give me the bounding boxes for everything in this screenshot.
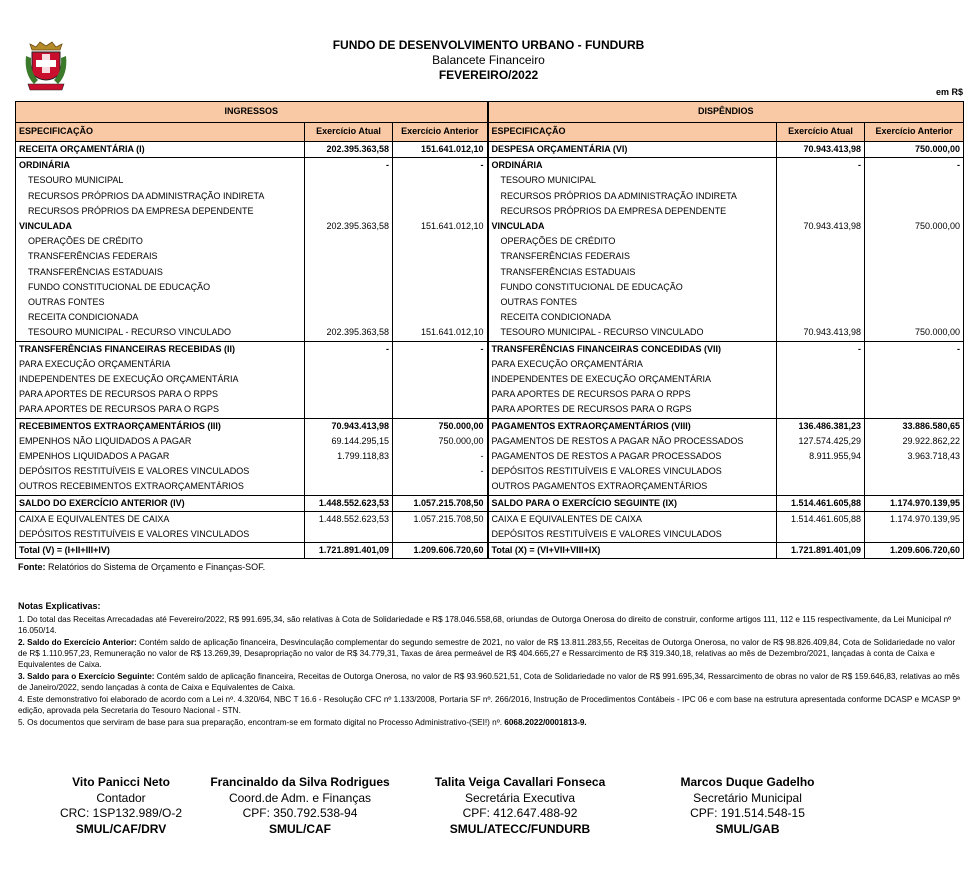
row-label-right: PAGAMENTOS DE RESTOS A PAGAR NÃO PROCESSADOS: [488, 434, 777, 449]
row-label-right: TESOURO MUNICIPAL - RECURSO VINCULADO: [488, 325, 777, 341]
value-anterior-right: [865, 527, 964, 543]
value-atual-right: [777, 173, 865, 188]
signatory-name: Vito Panicci Neto: [72, 775, 170, 789]
table-row: [16, 495, 964, 511]
col-especificacao-left: ESPECIFICAÇÃO: [16, 123, 305, 142]
value-anterior-right: [865, 479, 964, 495]
col-anterior-left: Exercício Anterior: [393, 123, 488, 142]
value-atual-right: [777, 204, 865, 219]
col-especificacao-right: ESPECIFICAÇÃO: [488, 123, 777, 142]
value-anterior-left: 151.641.012,10: [393, 219, 488, 234]
value-anterior-right: 750.000,00: [865, 325, 964, 341]
source-note: [18, 562, 265, 572]
signature-coordenador: [205, 775, 395, 837]
table-row: [16, 158, 964, 174]
value-anterior-left: 1.057.215.708,50: [393, 495, 488, 511]
table-row: [16, 265, 964, 280]
signatory-org: SMUL/CAF/DRV: [75, 821, 167, 836]
row-label-left: TESOURO MUNICIPAL - RECURSO VINCULADO: [16, 325, 305, 341]
value-anterior-left: [393, 295, 488, 310]
row-label-left: EMPENHOS LIQUIDADOS A PAGAR: [16, 449, 305, 464]
value-atual-right: 70.943.413,98: [777, 142, 865, 158]
value-atual-left: [305, 402, 393, 418]
row-label-left: FUNDO CONSTITUCIONAL DE EDUCAÇÃO: [16, 280, 305, 295]
value-atual-left: [305, 234, 393, 249]
signatory-role: Coord.de Adm. e Finanças: [228, 790, 372, 805]
table-row: [16, 310, 964, 325]
row-label-left: DEPÓSITOS RESTITUÍVEIS E VALORES VINCULADOS: [16, 527, 305, 543]
note-4: 4. Este demonstrativo foi elaborado de acordo com a Lei nº. 4.320/64, NBC T 16.6 - Resolução CFC nº 1.133/2008, Portaria SF nº. 266/2016, Instrução de Procedimentos Contábeis - IPC 06 e com base na estrutura apresentada conforme DCASP e MCASP 9ª edição, aprovada pela Secretaria do Tesouro Nacional - STN.: [18, 695, 961, 715]
value-atual-right: 1.514.461.605,88: [777, 495, 865, 511]
value-atual-left: [305, 204, 393, 219]
row-label-left: TRANSFERÊNCIAS ESTADUAIS: [16, 265, 305, 280]
value-atual-left: [305, 280, 393, 295]
report-period: FEVEREIRO/2022: [438, 68, 539, 82]
value-anterior-right: [865, 249, 964, 264]
row-label-right: OUTROS PAGAMENTOS EXTRAORÇAMENTÁRIOS: [488, 479, 777, 495]
value-anterior-right: [865, 357, 964, 372]
value-atual-left: -: [305, 341, 393, 357]
table-row: [16, 543, 964, 559]
notes-title: Notas Explicativas:: [18, 601, 101, 611]
value-anterior-left: 151.641.012,10: [393, 325, 488, 341]
value-atual-left: 1.448.552.623,53: [305, 511, 393, 527]
signatory-org: SMUL/CAF: [269, 821, 331, 836]
value-anterior-left: 750.000,00: [393, 418, 488, 434]
row-label-left: RECURSOS PRÓPRIOS DA EMPRESA DEPENDENTE: [16, 204, 305, 219]
value-atual-right: [777, 189, 865, 204]
value-atual-left: [305, 189, 393, 204]
note-2: [18, 637, 964, 670]
value-atual-left: 202.395.363,58: [305, 325, 393, 341]
signatory-role: Secretário Municipal: [693, 790, 802, 805]
value-anterior-left: -: [393, 464, 488, 479]
signatory-role: Secretária Executiva: [464, 790, 576, 805]
row-label-left: TRANSFERÊNCIAS FINANCEIRAS RECEBIDAS (II): [16, 341, 305, 357]
value-atual-right: [777, 527, 865, 543]
row-label-left: RECEBIMENTOS EXTRAORÇAMENTÁRIOS (III): [16, 418, 305, 434]
row-label-right: CAIXA E EQUIVALENTES DE CAIXA: [488, 511, 777, 527]
value-atual-left: 70.943.413,98: [305, 418, 393, 434]
value-anterior-left: [393, 402, 488, 418]
table-row: [16, 511, 964, 527]
value-atual-right: 70.943.413,98: [777, 219, 865, 234]
value-atual-right: [777, 234, 865, 249]
row-label-left: TRANSFERÊNCIAS FEDERAIS: [16, 249, 305, 264]
value-atual-right: 8.911.955,94: [777, 449, 865, 464]
value-atual-left: [305, 310, 393, 325]
signatory-org: SMUL/ATECC/FUNDURB: [449, 821, 591, 836]
value-atual-right: [777, 265, 865, 280]
value-anterior-left: [393, 479, 488, 495]
report-subtitle: Balancete Financeiro: [432, 53, 545, 67]
table-row: [16, 234, 964, 249]
value-atual-left: 202.395.363,58: [305, 142, 393, 158]
value-anterior-right: [865, 310, 964, 325]
signatory-role: Contador: [96, 790, 146, 805]
value-atual-left: [305, 464, 393, 479]
value-anterior-right: [865, 464, 964, 479]
ingressos-header: INGRESSOS: [16, 102, 488, 123]
value-atual-left: [305, 387, 393, 402]
row-label-left: OUTROS RECEBIMENTOS EXTRAORÇAMENTÁRIOS: [16, 479, 305, 495]
row-label-right: Total (X) = (VI+VII+VIII+IX): [488, 543, 777, 559]
dispendios-header: DISPÊNDIOS: [488, 102, 964, 123]
row-label-right: OUTRAS FONTES: [488, 295, 777, 310]
value-anterior-left: [393, 280, 488, 295]
row-label-left: OPERAÇÕES DE CRÉDITO: [16, 234, 305, 249]
table-row: [16, 402, 964, 418]
value-atual-right: [777, 464, 865, 479]
note-2-text: Contém saldo de aplicação financeira, Desvinculação complementar do segundo semestre de 2021, no valor de R$ 13.811.283,55, Receitas de Outorga Onerosa, no valor de R$ 98.826.409,84, Cota de Solidariedade no valor de R$ 1.110.957,23, Remuneração no valor de R$ 13.269,39, Desapropriação no valor de R$ 34.779,31, Taxas de área permeável de R$ 404.665,27 e Ressarcimento de R$ 319.340,18, relativas ao mês de Dezembro/2021, lançadas à conta de Caixa e Equivalentes de Caixa.: [18, 638, 956, 669]
row-label-right: PARA EXECUÇÃO ORÇAMENTÁRIA: [488, 357, 777, 372]
value-anterior-left: [393, 249, 488, 264]
row-label-right: FUNDO CONSTITUCIONAL DE EDUCAÇÃO: [488, 280, 777, 295]
value-atual-right: [777, 402, 865, 418]
value-anterior-left: [393, 265, 488, 280]
row-label-right: RECURSOS PRÓPRIOS DA EMPRESA DEPENDENTE: [488, 204, 777, 219]
value-anterior-left: [393, 527, 488, 543]
value-atual-right: [777, 295, 865, 310]
value-atual-right: [777, 372, 865, 387]
value-anterior-left: 1.209.606.720,60: [393, 543, 488, 559]
signatory-name: Talita Veiga Cavallari Fonseca: [434, 775, 606, 789]
note-3-text: Contém saldo de aplicação financeira, Receitas de Outorga Onerosa, no valor de R$ 93.960.521,51, Cota de Solidariedade no valor de R$ 991.695,34, Ressarcimento de obras no valor de R$ 159.646,83, relativas ao mês de Janeiro/2022, sendo lançadas à conta de Caixa e Equivalentes de Caixa.: [18, 672, 960, 692]
value-atual-right: [777, 357, 865, 372]
value-anterior-left: -: [393, 449, 488, 464]
row-label-left: ORDINÁRIA: [16, 158, 305, 174]
value-atual-left: [305, 295, 393, 310]
table-row: [16, 387, 964, 402]
signature-secretaria-executiva: [425, 775, 615, 837]
currency-unit: em R$: [935, 87, 963, 97]
value-anterior-left: -: [393, 341, 488, 357]
row-label-left: VINCULADA: [16, 219, 305, 234]
value-atual-left: [305, 265, 393, 280]
row-label-left: INDEPENDENTES DE EXECUÇÃO ORÇAMENTÁRIA: [16, 372, 305, 387]
table-row: [16, 372, 964, 387]
table-row: [16, 357, 964, 372]
row-label-right: SALDO PARA O EXERCÍCIO SEGUINTE (IX): [488, 495, 777, 511]
signatory-doc: CPF: 191.514.548-15: [690, 806, 805, 820]
row-label-left: PARA EXECUÇÃO ORÇAMENTÁRIA: [16, 357, 305, 372]
note-5: [18, 717, 964, 728]
value-atual-left: -: [305, 158, 393, 174]
value-anterior-right: [865, 402, 964, 418]
value-anterior-left: [393, 234, 488, 249]
explanatory-notes: [18, 601, 964, 729]
row-label-right: VINCULADA: [488, 219, 777, 234]
row-label-left: DEPÓSITOS RESTITUÍVEIS E VALORES VINCULADOS: [16, 464, 305, 479]
row-label-right: TRANSFERÊNCIAS ESTADUAIS: [488, 265, 777, 280]
value-anterior-right: 29.922.862,22: [865, 434, 964, 449]
value-atual-left: [305, 527, 393, 543]
value-atual-left: [305, 173, 393, 188]
row-label-right: TRANSFERÊNCIAS FEDERAIS: [488, 249, 777, 264]
value-atual-left: 69.144.295,15: [305, 434, 393, 449]
table-row: [16, 280, 964, 295]
row-label-left: TESOURO MUNICIPAL: [16, 173, 305, 188]
source-text: Relatórios do Sistema de Orçamento e Finanças-SOF.: [45, 562, 266, 572]
row-label-right: INDEPENDENTES DE EXECUÇÃO ORÇAMENTÁRIA: [488, 372, 777, 387]
value-anterior-right: [865, 295, 964, 310]
source-label: Fonte:: [18, 562, 46, 572]
row-label-right: TESOURO MUNICIPAL: [488, 173, 777, 188]
table-row: [16, 173, 964, 188]
value-anterior-right: 3.963.718,43: [865, 449, 964, 464]
row-label-right: TRANSFERÊNCIAS FINANCEIRAS CONCEDIDAS (VII): [488, 341, 777, 357]
signature-secretario-municipal: [660, 775, 835, 837]
value-anterior-right: 1.209.606.720,60: [865, 543, 964, 559]
value-atual-left: 1.448.552.623,53: [305, 495, 393, 511]
value-anterior-left: 151.641.012,10: [393, 142, 488, 158]
value-atual-left: [305, 479, 393, 495]
table-row: [16, 527, 964, 543]
value-anterior-right: 1.174.970.139,95: [865, 511, 964, 527]
col-atual-right: Exercício Atual: [777, 123, 865, 142]
value-atual-right: 70.943.413,98: [777, 325, 865, 341]
signatory-doc: CPF: 350.792.538-94: [242, 806, 358, 820]
table-row: [16, 479, 964, 495]
value-anterior-left: [393, 372, 488, 387]
value-anterior-right: [865, 372, 964, 387]
value-anterior-left: [393, 310, 488, 325]
row-label-right: OPERAÇÕES DE CRÉDITO: [488, 234, 777, 249]
value-anterior-left: 1.057.215.708,50: [393, 511, 488, 527]
row-label-left: Total (V) = (I+II+III+IV): [16, 543, 305, 559]
value-anterior-left: -: [393, 158, 488, 174]
value-anterior-right: 750.000,00: [865, 219, 964, 234]
value-atual-right: 1.721.891.401,09: [777, 543, 865, 559]
row-label-right: DEPÓSITOS RESTITUÍVEIS E VALORES VINCULADOS: [488, 527, 777, 543]
column-header-row: [16, 123, 964, 142]
table-row: [16, 204, 964, 219]
row-label-right: RECURSOS PRÓPRIOS DA ADMINISTRAÇÃO INDIRETA: [488, 189, 777, 204]
value-atual-right: -: [777, 158, 865, 174]
row-label-left: SALDO DO EXERCÍCIO ANTERIOR (IV): [16, 495, 305, 511]
table-row: [16, 464, 964, 479]
signatory-name: Marcos Duque Gadelho: [680, 775, 815, 789]
note-5-process: 6068.2022/0001813-9.: [502, 718, 587, 727]
row-label-left: EMPENHOS NÃO LIQUIDADOS A PAGAR: [16, 434, 305, 449]
value-anterior-left: 750.000,00: [393, 434, 488, 449]
note-3-label: 3. Saldo para o Exercício Seguinte:: [18, 672, 155, 681]
value-atual-right: [777, 310, 865, 325]
row-label-left: CAIXA E EQUIVALENTES DE CAIXA: [16, 511, 305, 527]
table-row: [16, 142, 964, 158]
row-label-right: RECEITA CONDICIONADA: [488, 310, 777, 325]
row-label-left: PARA APORTES DE RECURSOS PARA O RGPS: [16, 402, 305, 418]
value-atual-right: 1.514.461.605,88: [777, 511, 865, 527]
value-anterior-right: -: [865, 158, 964, 174]
value-anterior-left: [393, 204, 488, 219]
row-label-right: PAGAMENTOS EXTRAORÇAMENTÁRIOS (VIII): [488, 418, 777, 434]
value-atual-right: [777, 387, 865, 402]
row-label-right: PARA APORTES DE RECURSOS PARA O RPPS: [488, 387, 777, 402]
note-2-label: 2. Saldo do Exercício Anterior:: [18, 638, 137, 647]
row-label-right: PAGAMENTOS DE RESTOS A PAGAR PROCESSADOS: [488, 449, 777, 464]
table-row: [16, 325, 964, 341]
value-anterior-left: [393, 189, 488, 204]
table-row: [16, 295, 964, 310]
col-atual-left: Exercício Atual: [305, 123, 393, 142]
report-title: FUNDO DE DESENVOLVIMENTO URBANO - FUNDURB: [332, 38, 645, 52]
value-atual-right: 127.574.425,29: [777, 434, 865, 449]
signatory-doc: CPF: 412.647.488-92: [462, 806, 578, 820]
row-label-right: DEPÓSITOS RESTITUÍVEIS E VALORES VINCULADOS: [488, 464, 777, 479]
value-atual-left: 202.395.363,58: [305, 219, 393, 234]
note-3: [18, 671, 964, 693]
value-anterior-right: [865, 265, 964, 280]
value-anterior-right: [865, 280, 964, 295]
value-anterior-right: [865, 189, 964, 204]
signatory-org: SMUL/GAB: [715, 821, 780, 836]
signatory-name: Francinaldo da Silva Rodrigues: [210, 775, 390, 789]
value-atual-right: -: [777, 341, 865, 357]
row-label-right: DESPESA ORÇAMENTÁRIA (VI): [488, 142, 777, 158]
value-anterior-right: 1.174.970.139,95: [865, 495, 964, 511]
row-label-right: ORDINÁRIA: [488, 158, 777, 174]
row-label-left: RECURSOS PRÓPRIOS DA ADMINISTRAÇÃO INDIRETA: [16, 189, 305, 204]
note-5-text: 5. Os documentos que serviram de base para sua preparação, encontram-se em formato digital no Processo Administrativo-(SEI!) nº.: [18, 718, 503, 727]
value-atual-left: [305, 357, 393, 372]
value-atual-left: 1.799.118,83: [305, 449, 393, 464]
value-anterior-right: [865, 387, 964, 402]
value-anterior-right: 750.000,00: [865, 142, 964, 158]
note-1: 1. Do total das Receitas Arrecadadas até Fevereiro/2022, R$ 991.695,34, são relativas à Cota de Solidariedade e R$ 178.046.558,68, oriundas de Outorga Onerosa do direito de construir, conforme artigos 111, 112 e 115 respectivamente, da Lei Municipal nº 16.050/14.: [18, 615, 952, 635]
value-anterior-right: [865, 234, 964, 249]
row-label-left: PARA APORTES DE RECURSOS PARA O RPPS: [16, 387, 305, 402]
value-atual-left: [305, 249, 393, 264]
value-anterior-left: [393, 387, 488, 402]
value-atual-right: [777, 280, 865, 295]
row-label-left: OUTRAS FONTES: [16, 295, 305, 310]
value-atual-right: [777, 249, 865, 264]
col-anterior-right: Exercício Anterior: [865, 123, 964, 142]
value-anterior-left: [393, 357, 488, 372]
table-row: [16, 341, 964, 357]
value-anterior-left: [393, 173, 488, 188]
value-anterior-right: [865, 173, 964, 188]
table-row: [16, 434, 964, 449]
table-row: [16, 418, 964, 434]
value-atual-right: 136.486.381,23: [777, 418, 865, 434]
value-atual-left: [305, 372, 393, 387]
row-label-left: RECEITA CONDICIONADA: [16, 310, 305, 325]
table-row: [16, 449, 964, 464]
value-atual-right: [777, 479, 865, 495]
row-label-right: PARA APORTES DE RECURSOS PARA O RGPS: [488, 402, 777, 418]
balance-table: [15, 101, 964, 559]
value-anterior-right: 33.886.580,65: [865, 418, 964, 434]
section-header-row: [16, 102, 964, 123]
value-anterior-right: -: [865, 341, 964, 357]
value-anterior-right: [865, 204, 964, 219]
table-row: [16, 219, 964, 234]
signature-contador: [46, 775, 196, 837]
signatory-doc: CRC: 1SP132.989/O-2: [59, 806, 183, 820]
value-atual-left: 1.721.891.401,09: [305, 543, 393, 559]
row-label-left: RECEITA ORÇAMENTÁRIA (I): [16, 142, 305, 158]
table-row: [16, 249, 964, 264]
table-row: [16, 189, 964, 204]
